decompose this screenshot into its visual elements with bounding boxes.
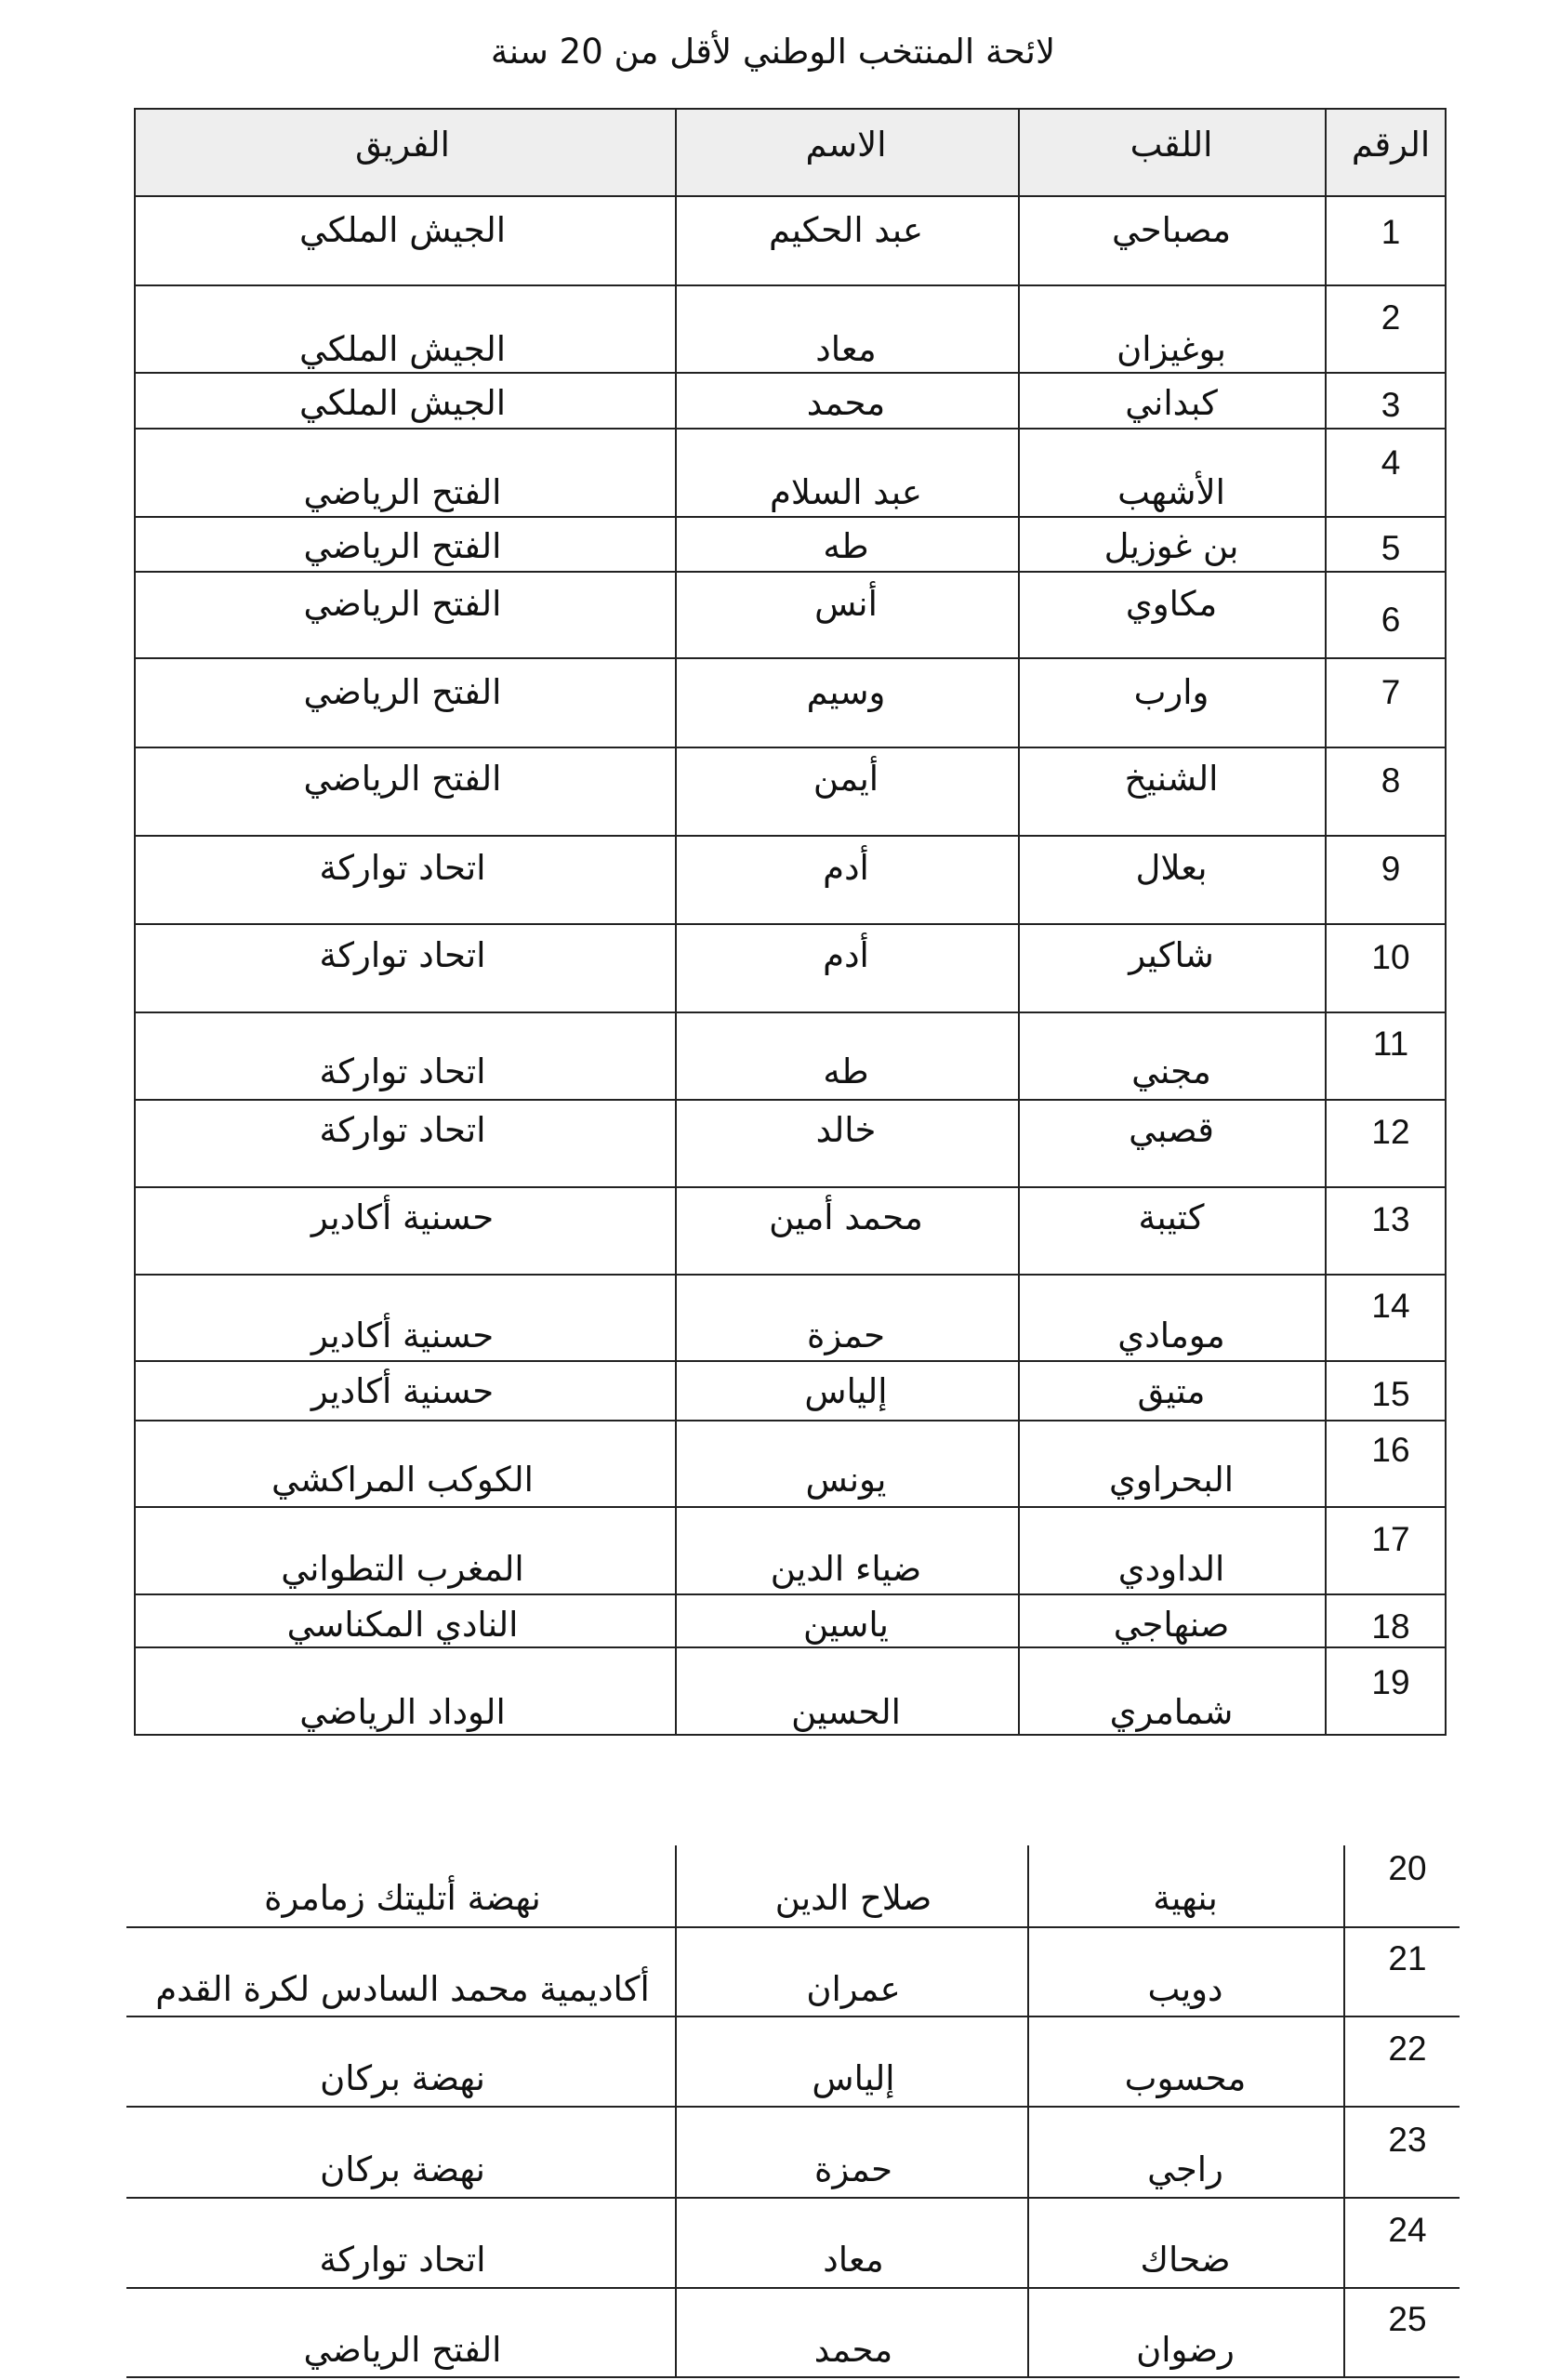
- player-team: اتحاد تواركة: [319, 1051, 486, 1091]
- row-divider: [134, 1593, 1447, 1595]
- player-team: نهضة بركان: [320, 2058, 485, 2098]
- player-number: 14: [1371, 1287, 1410, 1325]
- row-divider: [134, 284, 1447, 286]
- player-surname: شاكير: [1129, 935, 1214, 975]
- player-name: صلاح الدين: [774, 1878, 932, 1918]
- player-team: اتحاد تواركة: [319, 1110, 486, 1150]
- row-divider: [126, 1926, 1460, 1928]
- row-divider: [134, 428, 1447, 430]
- column-divider: [1027, 1845, 1029, 2378]
- player-name: حمزة: [813, 2149, 893, 2189]
- player-number: 8: [1381, 761, 1401, 800]
- row-divider: [134, 1012, 1447, 1013]
- row-divider: [134, 657, 1447, 659]
- player-surname: مومادي: [1117, 1316, 1225, 1355]
- player-surname: بنهية: [1153, 1878, 1218, 1918]
- player-team: الفتح الرياضي: [303, 2330, 502, 2370]
- player-team: اتحاد تواركة: [319, 935, 486, 975]
- player-number: 17: [1371, 1520, 1410, 1558]
- players-table-page-2: [126, 1845, 1460, 2378]
- player-team: اتحاد تواركة: [319, 2240, 486, 2280]
- player-number: 25: [1388, 2300, 1427, 2338]
- player-team: الفتح الرياضي: [303, 472, 502, 512]
- player-number: 3: [1381, 386, 1401, 424]
- player-team: الكوكب المراكشي: [271, 1460, 534, 1500]
- player-surname: دويب: [1147, 1969, 1223, 2009]
- player-number: 18: [1371, 1607, 1410, 1646]
- player-number: 13: [1371, 1200, 1410, 1238]
- player-name: عمران: [806, 1969, 901, 2009]
- column-divider: [1343, 1845, 1345, 2378]
- player-surname: كتيبة: [1138, 1197, 1205, 1237]
- player-surname: متيق: [1137, 1371, 1206, 1411]
- player-number: 6: [1381, 601, 1401, 639]
- row-divider: [134, 1420, 1447, 1421]
- player-number: 24: [1388, 2211, 1427, 2249]
- row-divider: [134, 1506, 1447, 1508]
- player-name: خالد: [815, 1110, 877, 1150]
- row-divider: [134, 571, 1447, 573]
- player-name: حمزة: [806, 1316, 886, 1355]
- player-team: الفتح الرياضي: [303, 672, 502, 712]
- player-team: حسنية أكادير: [311, 1316, 495, 1355]
- column-divider: [675, 108, 677, 1736]
- player-surname: البحراوي: [1108, 1460, 1235, 1500]
- player-surname: قصبي: [1129, 1110, 1214, 1150]
- column-divider: [134, 108, 136, 1736]
- row-divider: [134, 108, 1447, 110]
- player-team: النادي المكناسي: [286, 1605, 519, 1645]
- player-name: وسيم: [806, 672, 886, 712]
- player-team: حسنية أكادير: [311, 1371, 495, 1411]
- row-divider: [126, 2287, 1460, 2289]
- player-name: يونس: [805, 1460, 887, 1500]
- page-title: لائحة المنتخب الوطني لأقل من 20 سنة: [490, 32, 1056, 72]
- player-team: اتحاد تواركة: [319, 848, 486, 888]
- player-surname: مكاوي: [1125, 584, 1218, 624]
- player-team: حسنية أكادير: [311, 1197, 495, 1237]
- player-surname: راجي: [1147, 2149, 1223, 2189]
- player-team: الجيش الملكي: [299, 210, 506, 250]
- player-name: معاد: [815, 329, 877, 369]
- player-number: 1: [1381, 213, 1401, 251]
- player-team: الفتح الرياضي: [303, 759, 502, 799]
- player-surname: بن غوزيل: [1103, 526, 1239, 566]
- row-divider: [134, 195, 1447, 197]
- player-name: إلياس: [812, 2058, 895, 2098]
- player-surname: الشنيخ: [1124, 759, 1219, 799]
- player-number: 15: [1371, 1375, 1410, 1413]
- row-divider: [134, 1646, 1447, 1648]
- player-number: 11: [1372, 1025, 1409, 1063]
- player-number: 23: [1388, 2121, 1427, 2159]
- player-surname: ضحاك: [1140, 2240, 1231, 2280]
- player-team: الجيش الملكي: [299, 329, 506, 369]
- header-team: الفريق: [355, 125, 450, 165]
- player-name: ياسين: [803, 1605, 889, 1645]
- row-divider: [134, 1274, 1447, 1276]
- player-surname: الداودي: [1117, 1549, 1225, 1589]
- row-divider: [134, 835, 1447, 837]
- player-number: 9: [1381, 850, 1401, 888]
- player-number: 10: [1371, 938, 1410, 976]
- header-surname: اللقب: [1130, 125, 1213, 165]
- player-surname: كبداني: [1125, 383, 1218, 423]
- row-divider: [134, 1734, 1447, 1736]
- player-team: نهضة أتليتك زمامرة: [264, 1878, 541, 1918]
- player-team: أكاديمية محمد السادس لكرة القدم: [155, 1969, 650, 2009]
- player-number: 21: [1388, 1939, 1427, 1977]
- player-name: ضياء الدين: [770, 1549, 922, 1589]
- player-name: طه: [823, 526, 869, 566]
- column-divider: [1325, 108, 1327, 1736]
- row-divider: [134, 516, 1447, 518]
- player-number: 7: [1381, 673, 1401, 711]
- players-table-page-1: [134, 108, 1447, 1736]
- player-name: محمد: [813, 2330, 893, 2370]
- player-surname: مصباحي: [1111, 210, 1232, 250]
- header-name: الاسم: [805, 125, 887, 165]
- player-number: 4: [1381, 443, 1401, 482]
- player-number: 12: [1371, 1113, 1410, 1151]
- player-number: 19: [1371, 1663, 1410, 1701]
- row-divider: [126, 2197, 1460, 2199]
- player-surname: رضوان: [1136, 2330, 1235, 2370]
- row-divider: [126, 2376, 1460, 2378]
- player-team: الفتح الرياضي: [303, 584, 502, 624]
- row-divider: [134, 1186, 1447, 1188]
- player-number: 20: [1388, 1849, 1427, 1887]
- player-number: 22: [1388, 2030, 1427, 2068]
- player-number: 5: [1381, 529, 1401, 567]
- player-surname: صنهاجي: [1113, 1605, 1230, 1645]
- row-divider: [134, 747, 1447, 748]
- header-number: الرقم: [1351, 125, 1431, 165]
- player-surname: الأشهب: [1117, 472, 1225, 512]
- player-surname: مجني: [1131, 1051, 1211, 1091]
- player-name: عبد الحكيم: [768, 210, 924, 250]
- player-surname: بوغيزان: [1117, 329, 1226, 369]
- player-name: الحسين: [791, 1692, 901, 1732]
- row-divider: [134, 1360, 1447, 1362]
- player-name: أدم: [823, 935, 869, 975]
- player-name: محمد: [806, 383, 886, 423]
- row-divider: [134, 372, 1447, 374]
- player-name: طه: [823, 1051, 869, 1091]
- player-name: محمد أمين: [769, 1197, 923, 1237]
- player-team: المغرب التطواني: [281, 1549, 524, 1589]
- player-team: الجيش الملكي: [299, 383, 506, 423]
- player-surname: بعلال: [1135, 848, 1208, 888]
- player-number: 2: [1381, 298, 1401, 337]
- player-number: 16: [1371, 1431, 1410, 1469]
- player-surname: محسوب: [1124, 2058, 1247, 2098]
- player-name: أنس: [814, 584, 878, 624]
- row-divider: [126, 2016, 1460, 2017]
- player-surname: شمامري: [1109, 1692, 1234, 1732]
- player-name: إلياس: [804, 1371, 888, 1411]
- player-name: معاد: [823, 2240, 884, 2280]
- player-team: نهضة بركان: [320, 2149, 485, 2189]
- player-team: الوداد الرياضي: [299, 1692, 506, 1732]
- row-divider: [134, 923, 1447, 925]
- player-name: أيمن: [813, 759, 879, 799]
- column-divider: [1018, 108, 1020, 1736]
- player-name: عبد السلام: [770, 472, 922, 512]
- column-divider: [1445, 108, 1447, 1736]
- row-divider: [134, 1099, 1447, 1101]
- player-team: الفتح الرياضي: [303, 526, 502, 566]
- player-surname: وارب: [1133, 672, 1209, 712]
- player-name: أدم: [823, 848, 869, 888]
- row-divider: [126, 2106, 1460, 2108]
- column-divider: [675, 1845, 677, 2378]
